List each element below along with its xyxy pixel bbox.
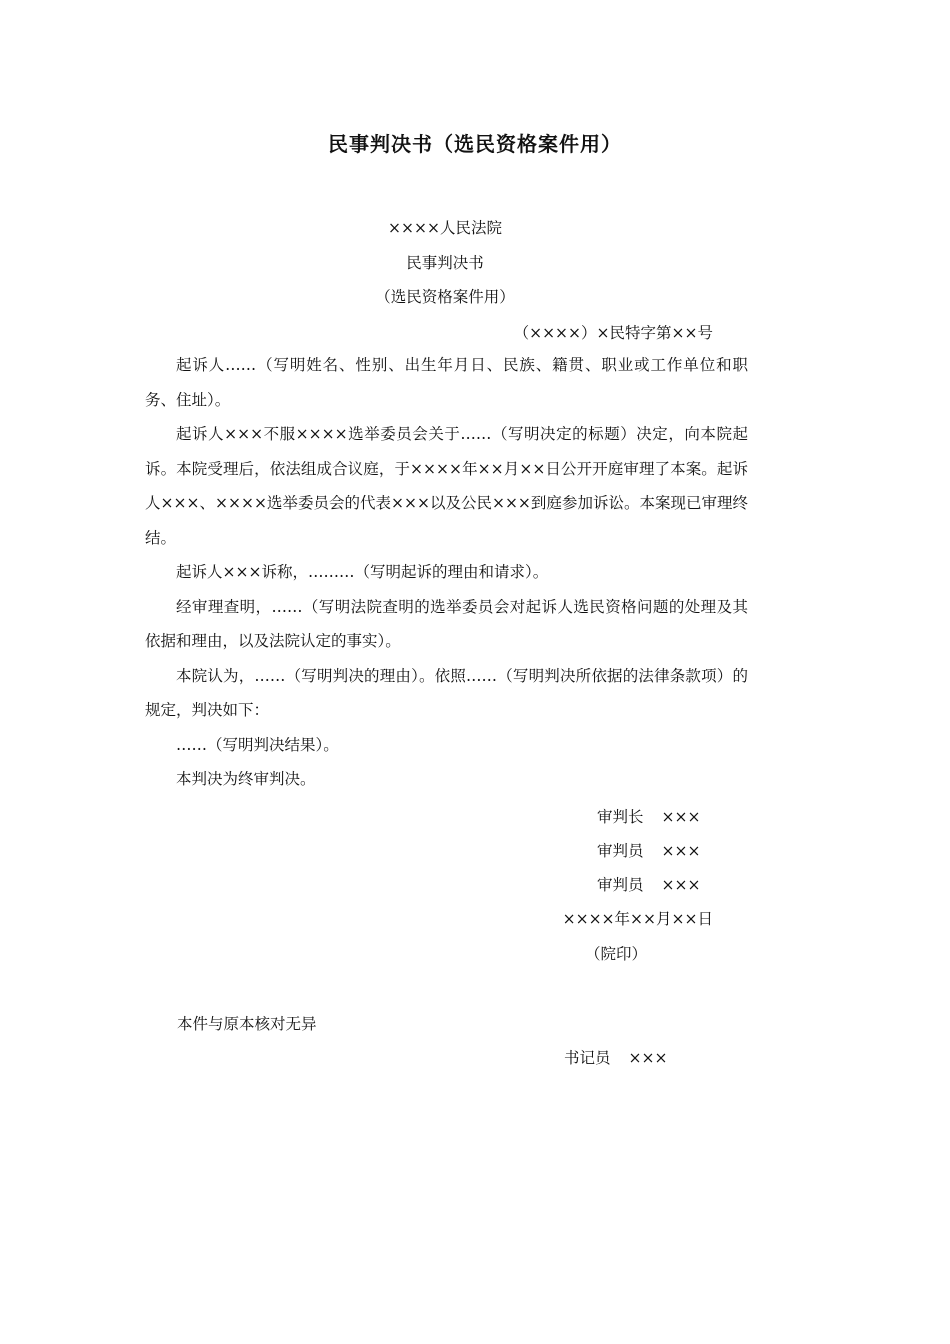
signature-role: 审判员: [597, 842, 644, 860]
judgment-body: [145, 348, 748, 797]
paragraph-case-procedure: 起诉人×××不服××××选举委员会关于……（写明决定的标题）决定，向本院起诉。本院受理后，依法组成合议庭，于××××年××月××日公开开庭审理了本案。起诉人×××、××××选举委员会的代表×××以及公民×××到庭参加诉讼。本案现已审理终结。: [145, 425, 748, 547]
verification-note: 本件与原本核对无异: [177, 1015, 317, 1033]
paragraph-judgment-result: ……（写明判决结果）。: [176, 735, 339, 754]
paragraph-facts-found: 经审理查明，……（写明法院查明的选举委员会对起诉人选民资格问题的处理及其依据和理由，以及法院认定的事实）。: [145, 597, 748, 650]
signature-name: ×××: [661, 808, 701, 826]
signature-judge: [597, 873, 700, 895]
signature-name: ×××: [661, 876, 701, 894]
paragraph-court-reasoning: 本院认为，……（写明判决的理由）。依照……（写明判决所依据的法律条款项）的规定，判决如下：: [145, 666, 748, 719]
document-title: 民事判决书（选民资格案件用）: [328, 132, 622, 156]
document-type: 民事判决书: [406, 254, 484, 272]
court-seal: （院印）: [585, 945, 648, 963]
signature-judge: [597, 839, 700, 861]
signature-clerk: [564, 1046, 667, 1068]
paragraph-plaintiff-info: 起诉人……（写明姓名、性别、出生年月日、民族、籍贯、职业或工作单位和职务、住址）。: [145, 356, 748, 409]
signature-name: ×××: [661, 842, 701, 860]
signature-role: 书记员: [564, 1049, 611, 1067]
signature-role: 审判员: [597, 876, 644, 894]
document-subtype: （选民资格案件用）: [375, 288, 515, 306]
judgment-date: ××××年××月××日: [562, 910, 713, 928]
signature-presiding-judge: [597, 805, 700, 827]
paragraph-plaintiff-claims: 起诉人×××诉称，………（写明起诉的理由和请求）。: [176, 563, 549, 581]
paragraph-finality: 本判决为终审判决。: [176, 770, 316, 788]
court-name: ××××人民法院: [388, 219, 502, 237]
signature-name: ×××: [628, 1049, 668, 1067]
signature-role: 审判长: [597, 808, 644, 826]
case-number: （××××）×民特字第××号: [513, 324, 713, 342]
